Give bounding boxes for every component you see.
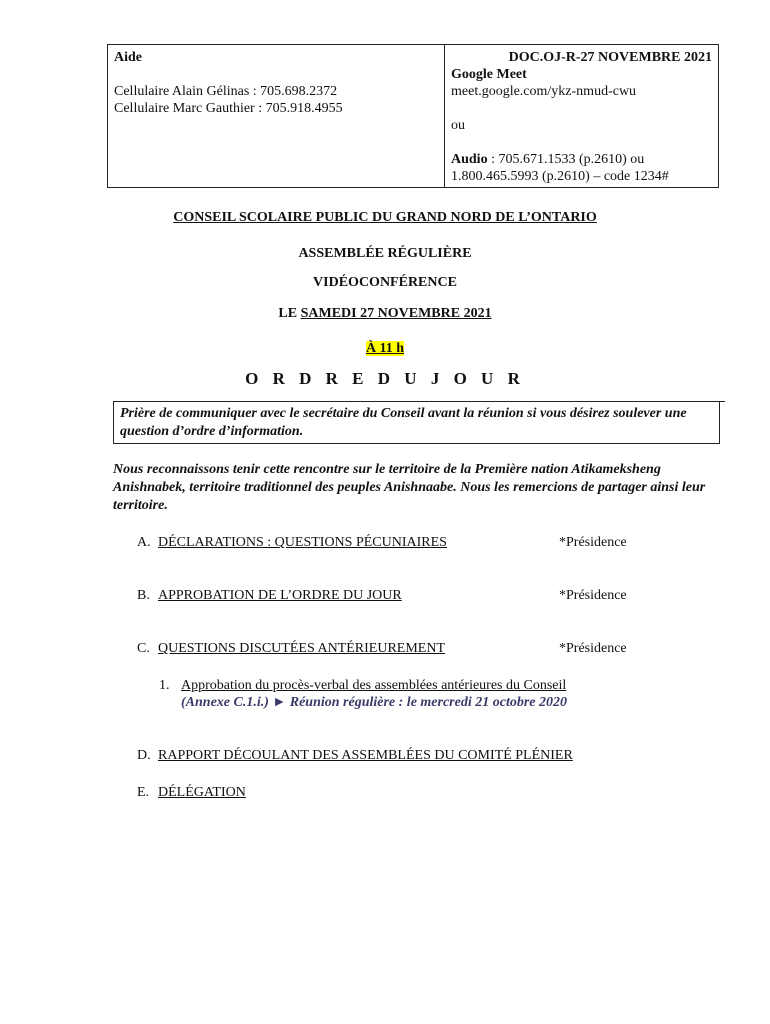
item-letter-b: B. [137,588,150,603]
or-text: ou [451,118,465,133]
phone-line-alain: Cellulaire Alain Gélinas : 705.698.2372 [114,84,338,99]
meeting-time: À 11 h [365,341,405,356]
item-title-e: DÉLÉGATION [158,785,246,800]
sub-item-number: 1. [159,678,170,693]
date-prefix: LE [278,306,301,321]
date-line [0,305,770,322]
agenda-heading: O R D R E D U J O U R [245,369,525,388]
header-left-cell [108,45,445,187]
item-title-b: APPROBATION DE L’ORDRE DU JOUR [158,588,402,603]
help-title: Aide [114,50,142,65]
item-title-a: DÉCLARATIONS : QUESTIONS PÉCUNIAIRES [158,535,447,550]
audio-line-1 [451,151,712,168]
item-letter-d: D. [137,748,151,763]
item-letter-e: E. [137,785,150,800]
mode-title: VIDÉOCONFÉRENCE [313,275,457,290]
item-letter-a: A. [137,535,151,550]
item-title-d: RAPPORT DÉCOULANT DES ASSEMBLÉES DU COMITÉ PLÉNIER [158,748,573,763]
item-title-c: QUESTIONS DISCUTÉES ANTÉRIEUREMENT [158,641,445,656]
board-title: CONSEIL SCOLAIRE PUBLIC DU GRAND NORD DE L’ONTARIO [173,210,597,225]
header-box [107,44,719,188]
doc-reference: DOC.OJ-R-27 NOVEMBRE 2021 [508,50,712,65]
notice-box: Prière de communiquer avec le secrétaire du Conseil avant la réunion si vous désirez soulever une question d’ordre d’information. [113,401,720,444]
audio-label: Audio [451,152,488,167]
meet-label: Google Meet [451,67,527,82]
item-role-c: *Présidence [559,641,627,656]
time-line [0,340,770,357]
item-letter-c: C. [137,641,150,656]
phone-line-marc: Cellulaire Marc Gauthier : 705.918.4955 [114,101,343,116]
sub-item-text: Approbation du procès-verbal des assemblées antérieures du Conseil [181,678,567,693]
meet-link[interactable]: meet.google.com/ykz-nmud-cwu [451,84,637,99]
item-role-a: *Présidence [559,535,627,550]
header-right-cell [445,45,718,187]
land-acknowledgement: Nous reconnaissons tenir cette rencontre sur le territoire de la Première nation Atikameksheng Anishnabek, territoire traditionnel des peuples Anishnaabe. Nous les remercions de partager ainsi leur territoire. [113,462,706,513]
item-role-b: *Présidence [559,588,627,603]
meeting-date: SAMEDI 27 NOVEMBRE 2021 [300,306,492,321]
assembly-title: ASSEMBLÉE RÉGULIÈRE [298,246,472,261]
audio-number-1: : 705.671.1533 (p.2610) ou [487,152,645,167]
audio-line-2: 1.800.465.5993 (p.2610) – code 1234# [451,169,669,184]
sub-item-annex: (Annexe C.1.i.) ► Réunion régulière : le mercredi 21 octobre 2020 [181,695,567,710]
